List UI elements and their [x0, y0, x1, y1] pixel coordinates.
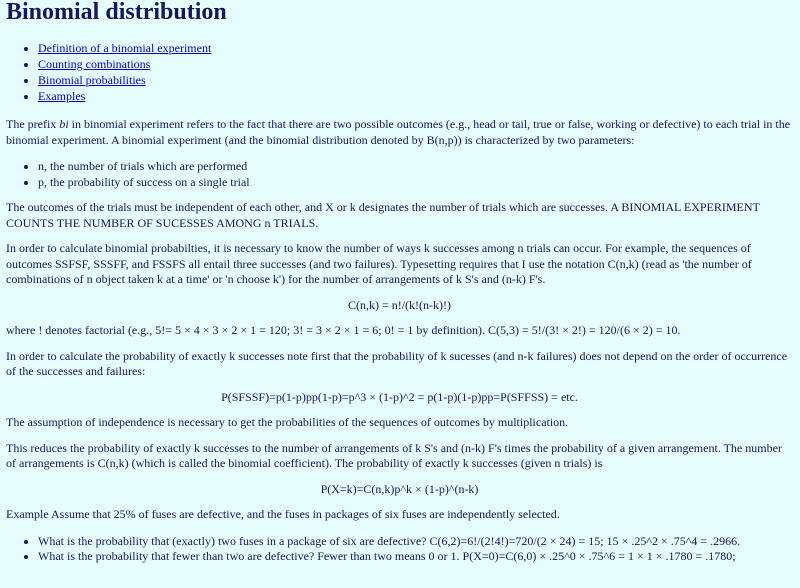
example-questions: [6, 534, 793, 564]
list-item: • What is the probability that (exactly) two fuses in a package of six are defective? C(6,2)=6!/(2!4!)=720/(2 × 24) = 15; 15 × .25^2 × .75^4 = .2966.: [38, 534, 793, 549]
assumption-paragraph: The assumption of independence is necessary to get the probabilities of the sequences of outcomes by multiplication.: [6, 415, 569, 429]
prefix-emphasis: bi: [59, 117, 69, 131]
independence-paragraph: The outcomes of the trials must be independent of each other, and X or k designates the number of trials which are successes. A BINOMIAL EXPERIMENT COUNTS THE NUMBER OF SUCESSES AMONG n TRIALS.: [6, 200, 760, 230]
toc-link-definition[interactable]: Definition of a binomial experiment: [38, 41, 212, 55]
parameter-p: • p, the probability of success on a single trial: [38, 174, 793, 190]
factorial-paragraph: where ! denotes factorial (e.g., 5!= 5 × 4 × 3 × 2 × 1 = 120; 3! = 3 × 2 × 1 = 6; 0! = 1 by definition). C(5,3) = 5!/(3! × 2!) = 120/(6 × 2) = 10.: [6, 323, 681, 337]
toc-item: [38, 72, 793, 88]
parameter-list: [6, 158, 793, 190]
list-item: • What is the probability that fewer than two are defective? Fewer than two means 0 or 1. P(X=0)=C(6,0) × .25^0 × .75^6 = 1 × 1 × .1780 = .1780;: [38, 549, 793, 564]
formula-combinations: C(n,k) = n!/(k!(n-k)!): [347, 297, 452, 312]
toc-link-examples[interactable]: Examples: [38, 89, 86, 103]
toc-item: [38, 88, 793, 104]
formula-sequence: P(SFSSF)=p(1-p)pp(1-p)=p^3 × (1-p)^2 = p(1-p)(1-p)pp=P(SFFSS) = etc.: [221, 389, 578, 404]
formula-pmf: P(X=k)=C(n,k)p^k × (1-p)^(n-k): [320, 481, 479, 496]
intro-paragraph: The prefix bi in binomial experiment refers to the fact that there are two possible outcomes (e.g., head or tail, true or false, working or defective) to each trial in the binomial experiment. A binomial experiment (and the binomial distribution denoted by B(n,p)) is characterized by two parameters:: [6, 117, 791, 147]
table-of-contents: [6, 40, 793, 104]
probability-paragraph: In order to calculate the probability of exactly k successes note first that the probability of k sucesses (and n-k failures) does not depend on the order of occurrence of the successes and failures:: [6, 348, 788, 378]
reduces-paragraph: This reduces the probability of exactly k successes to the number of arrangements of k S's and (n-k) F's times the probability of a given arrangement. The number of arrangements is C(n,k) (which is called the binomial coefficient). The probability of exactly k successes (given n trials) is: [6, 440, 782, 470]
toc-item: [38, 56, 793, 72]
parameter-n: • n, the number of trials which are performed: [38, 158, 793, 174]
toc-link-counting-combinations[interactable]: Counting combinations: [38, 57, 151, 71]
toc-item: [38, 40, 793, 56]
page-title: Binomial distribution: [6, 0, 227, 25]
toc-link-binomial-probabilities[interactable]: Binomial probabilities: [38, 73, 146, 87]
combinations-paragraph: In order to calculate binomial probabilties, it is necessary to know the number of ways k successes among n trials can occur. For example, the sequences of outcomes SSFSF, SSSFF, and FSSFS all entail three successes (and two failures). Typesetting requires that I use the notation C(n,k) (read as 'the number of combinations of n object taken k at a time' or 'n choose k') for the number of arrangements of k S's and (n-k) F's.: [6, 241, 752, 286]
example-paragraph: Example Assume that 25% of fuses are defective, and the fuses in packages of six fuses are independently selected.: [6, 507, 560, 521]
